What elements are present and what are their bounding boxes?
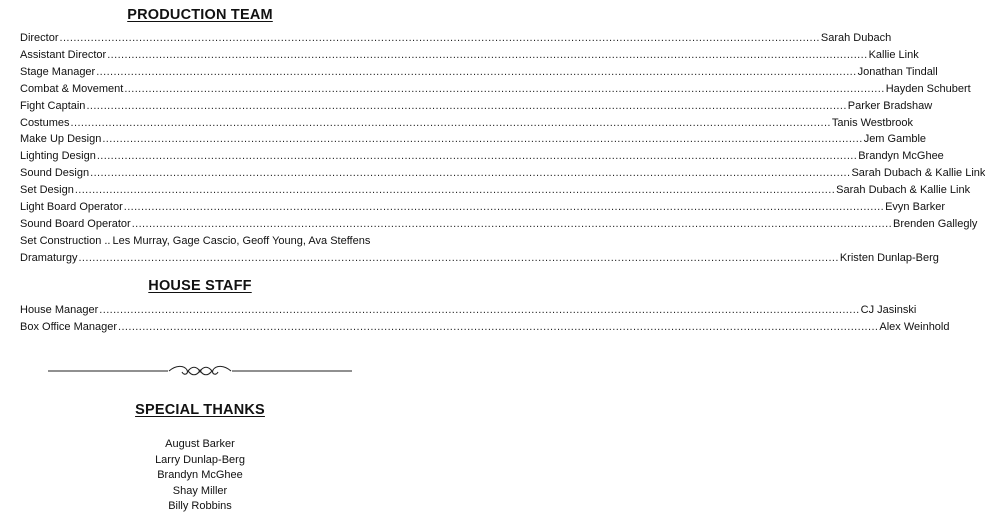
credit-role: Set Construction .. [20,234,111,247]
credit-row [20,164,985,180]
dot-leader: ............................................................................................................................................................................................................................ [124,82,885,95]
credit-name: Hayden Schubert [885,82,971,95]
credit-row [20,318,950,334]
credit-name: Evyn Barker [885,201,946,213]
credit-row [20,46,919,62]
thanks-name: Shay Miller [172,484,228,497]
credit-name: Sarah Dubach & Kallie Link [836,184,971,197]
credit-row [20,147,944,163]
dot-leader: ............................................................................................................................................................................................................................ [102,133,863,146]
credit-name: Sarah Dubach [820,32,892,44]
dot-leader: ............................................................................................................................................................................................................................ [74,184,836,197]
credit-name: Sarah Dubach & Kallie Link [851,167,985,180]
credit-role: Set Design [20,184,74,197]
house-staff-heading: HOUSE STAFF [148,278,252,294]
credit-name: Brandyn McGhee [858,150,944,163]
thanks-name: August Barker [165,438,235,450]
credit-row [20,130,927,146]
credit-name: Alex Weinhold [879,320,950,333]
credit-role: Box Office Manager [20,320,118,333]
credit-role: Costumes [20,116,70,129]
credit-name: Jem Gamble [863,133,927,146]
credit-role: Dramaturgy [20,251,78,264]
dot-leader: ............................................................................................................................................................................................................................ [86,99,847,112]
credit-role: Assistant Director [20,48,107,61]
credit-row [20,29,892,45]
credit-name: Tanis Westbrook [831,116,913,129]
credit-role: Fight Captain [20,99,86,112]
credit-row [20,114,913,130]
credit-name: Brenden Gallegly [893,217,978,230]
credit-row [20,249,939,265]
credit-row [20,232,371,248]
credit-role: Make Up Design [20,133,102,146]
credit-role: Stage Manager [20,65,96,78]
credit-row [20,63,938,79]
credit-row [20,198,946,214]
production-team-heading: PRODUCTION TEAM [127,7,273,23]
thanks-name: Brandyn McGhee [157,469,243,481]
credit-role: Light Board Operator [20,201,123,213]
credit-row [20,181,971,197]
credit-role: Combat & Movement [20,82,124,95]
credit-role: House Manager [20,304,99,316]
credit-name: CJ Jasinski [860,304,917,316]
dot-leader: ............................................................................................................................................................................................................................ [70,116,831,129]
credit-row [20,301,917,317]
credit-name: Parker Bradshaw [847,99,933,112]
dot-leader: ............................................................................................................................................................................................................................ [99,304,860,316]
credit-role: Director [20,32,59,44]
credit-name: Kristen Dunlap-Berg [839,251,939,264]
dot-leader: ............................................................................................................................................................................................................................ [107,48,868,61]
credit-row [20,215,978,231]
dot-leader: ............................................................................................................................................................................................................................ [118,320,879,333]
dot-leader: ............................................................................................................................................................................................................................ [90,167,851,180]
dot-leader: ............................................................................................................................................................................................................................ [59,32,820,44]
dot-leader: ............................................................................................................................................................................................................................ [78,251,839,264]
dot-leader: ............................................................................................................................................................................................................................ [96,150,858,163]
credit-row [20,80,971,96]
credit-role: Lighting Design [20,150,96,163]
dot-leader: ............................................................................................................................................................................................................................ [123,201,885,213]
ornamental-divider-icon [48,364,352,378]
credit-role: Sound Design [20,167,90,180]
credit-name: Les Murray, Gage Cascio, Geoff Young, Ava Steffens [112,234,371,247]
dot-leader: ............................................................................................................................................................................................................................ [96,65,857,78]
thanks-name: Larry Dunlap-Berg [155,453,245,466]
dot-leader: ............................................................................................................................................................................................................................ [131,217,893,230]
special-thanks-heading: SPECIAL THANKS [135,402,265,418]
credit-role: Sound Board Operator [20,217,131,230]
thanks-name: Billy Robbins [168,500,232,512]
credit-row [20,97,933,113]
credit-name: Kallie Link [868,48,919,61]
credit-name: Jonathan Tindall [857,65,938,78]
